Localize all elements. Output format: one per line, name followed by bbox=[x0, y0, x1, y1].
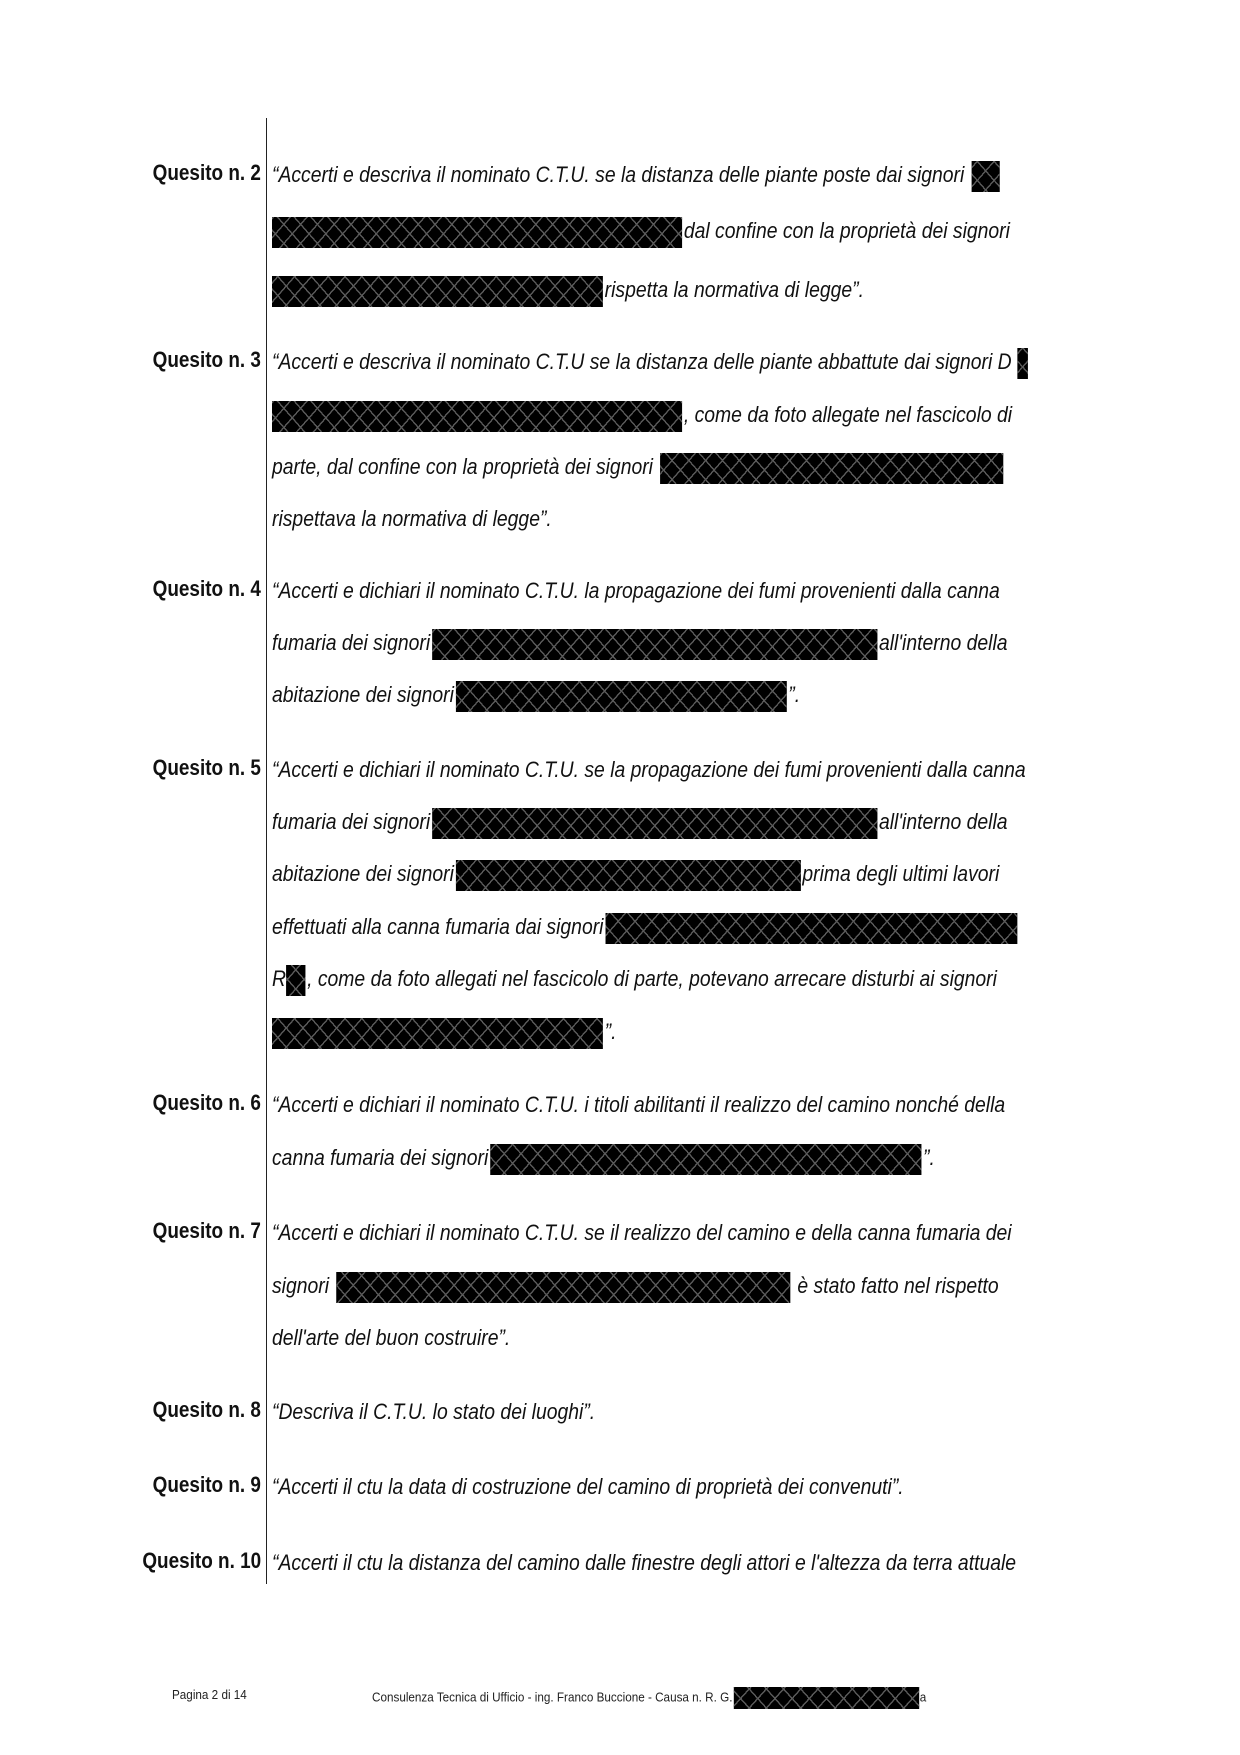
quesito-2-text: dal confine con la proprietà dei signori bbox=[683, 218, 1010, 243]
quesito-10-text: “Accerti il ctu la distanza del camino dalle finestre degli attori e l'altezza da terra attuale bbox=[272, 1550, 1017, 1575]
quesito-10-line-1 bbox=[272, 1547, 1017, 1579]
quesito-6-text: canna fumaria dei signori bbox=[272, 1145, 489, 1170]
quesito-5-line-2 bbox=[272, 806, 1008, 838]
footer-caption: Consulenza Tecnica di Ufficio - ing. Franco Buccione - Causa n. R. G. bbox=[372, 1689, 733, 1705]
redaction-block bbox=[490, 1144, 921, 1175]
footer-page-number: Pagina 2 di 14 bbox=[172, 1687, 247, 1702]
redaction-block bbox=[272, 276, 603, 307]
quesito-3-line-3 bbox=[272, 451, 999, 483]
redaction-block bbox=[432, 808, 877, 839]
quesito-7-text: signori bbox=[272, 1273, 330, 1298]
quesito-3-text: rispettava la normativa di legge”. bbox=[272, 506, 552, 531]
quesito-2-line-1 bbox=[272, 159, 999, 191]
quesito-5-text: R bbox=[272, 966, 286, 991]
quesito-7-text: dell'arte del buon costruire”. bbox=[272, 1325, 511, 1350]
quesito-7-line-2 bbox=[272, 1270, 999, 1302]
quesito-8-label: Quesito n. 8 bbox=[152, 1397, 261, 1422]
redaction-block bbox=[272, 1018, 603, 1049]
quesito-5-text: fumaria dei signori bbox=[272, 809, 431, 834]
quesito-2-text: rispetta la normativa di legge”. bbox=[604, 277, 864, 302]
quesito-5-line-3 bbox=[272, 858, 999, 890]
quesito-7-label: Quesito n. 7 bbox=[152, 1218, 261, 1243]
redaction-block bbox=[1017, 348, 1028, 379]
quesito-8-text: “Descriva il C.T.U. lo stato dei luoghi”. bbox=[272, 1399, 596, 1424]
quesito-9-text: “Accerti il ctu la data di costruzione del camino di proprietà dei convenuti”. bbox=[272, 1474, 904, 1499]
quesito-10-label: Quesito n. 10 bbox=[142, 1548, 261, 1573]
quesito-5-line-4 bbox=[272, 911, 999, 943]
quesito-3-text: parte, dal confine con la proprietà dei signori bbox=[272, 454, 653, 479]
footer-text bbox=[372, 1687, 926, 1709]
quesito-5-text: abitazione dei signori bbox=[272, 861, 454, 886]
quesito-4-line-2 bbox=[272, 627, 1008, 659]
quesito-5-line-5 bbox=[272, 963, 999, 995]
quesito-4-line-3 bbox=[272, 679, 999, 711]
quesito-3-line-4 bbox=[272, 503, 999, 535]
quesito-4-label: Quesito n. 4 bbox=[152, 576, 261, 601]
redaction-block bbox=[272, 401, 682, 432]
footer-tail: a bbox=[919, 1689, 927, 1705]
quesito-4-text: “Accerti e dichiari il nominato C.T.U. la propagazione dei fumi provenienti dalla canna bbox=[272, 578, 1000, 603]
quesito-5-text: all'interno della bbox=[878, 809, 1008, 834]
quesito-9-label: Quesito n. 9 bbox=[152, 1472, 261, 1497]
redaction-block bbox=[456, 860, 801, 891]
quesito-6-text: ”. bbox=[923, 1145, 935, 1170]
quesito-5-line-1 bbox=[272, 754, 1026, 786]
quesito-2-text: “Accerti e descriva il nominato C.T.U. se la distanza delle piante poste dai signori bbox=[272, 162, 965, 187]
redaction-block bbox=[733, 1687, 918, 1709]
quesito-5-text: “Accerti e dichiari il nominato C.T.U. se la propagazione dei fumi provenienti dalla canna bbox=[272, 757, 1026, 782]
margin-rule bbox=[266, 118, 267, 1584]
quesito-3-label: Quesito n. 3 bbox=[152, 347, 261, 372]
quesito-3-line-1 bbox=[272, 346, 1012, 378]
redaction-block bbox=[286, 965, 305, 996]
quesito-5-text: effettuati alla canna fumaria dai signori bbox=[272, 914, 604, 939]
quesito-6-text: “Accerti e dichiari il nominato C.T.U. i titoli abilitanti il realizzo del camino nonché della bbox=[272, 1092, 1006, 1117]
quesito-6-label: Quesito n. 6 bbox=[152, 1090, 261, 1115]
quesito-5-text: prima degli ultimi lavori bbox=[802, 861, 1000, 886]
redaction-block bbox=[272, 217, 682, 248]
redaction-block bbox=[336, 1272, 790, 1303]
redaction-block bbox=[971, 161, 999, 192]
quesito-2-label: Quesito n. 2 bbox=[152, 160, 261, 185]
quesito-5-text: ”. bbox=[604, 1019, 617, 1044]
quesito-9-line-1 bbox=[272, 1471, 999, 1503]
quesito-8-line-1 bbox=[272, 1396, 999, 1428]
redaction-block bbox=[605, 913, 1017, 944]
quesito-5-label: Quesito n. 5 bbox=[152, 755, 261, 780]
quesito-4-text: fumaria dei signori bbox=[272, 630, 431, 655]
redaction-block bbox=[660, 453, 1003, 484]
quesito-6-line-1 bbox=[272, 1089, 1006, 1121]
quesito-3-text: , come da foto allegate nel fascicolo di bbox=[683, 402, 1013, 427]
quesito-4-text: ”. bbox=[788, 682, 801, 707]
quesito-2-line-3 bbox=[272, 274, 999, 306]
redaction-block bbox=[432, 629, 877, 660]
quesito-3-text: “Accerti e descriva il nominato C.T.U se la distanza delle piante abbattute dai signori D bbox=[272, 349, 1012, 374]
quesito-4-text: abitazione dei signori bbox=[272, 682, 454, 707]
quesito-4-text: all'interno della bbox=[878, 630, 1008, 655]
quesito-7-text: “Accerti e dichiari il nominato C.T.U. se il realizzo del camino e della canna fumaria dei bbox=[272, 1220, 1012, 1245]
quesito-4-line-1 bbox=[272, 575, 999, 607]
redaction-block bbox=[456, 681, 787, 712]
quesito-6-line-2 bbox=[272, 1142, 999, 1174]
quesito-5-text: , come da foto allegati nel fascicolo di parte, potevano arrecare disturbi ai signori bbox=[307, 966, 997, 991]
quesito-3-line-2 bbox=[272, 399, 1013, 431]
quesito-2-line-2 bbox=[272, 215, 1010, 247]
quesito-5-line-6 bbox=[272, 1016, 999, 1048]
quesito-7-text: è stato fatto nel rispetto bbox=[797, 1273, 999, 1298]
quesito-7-line-3 bbox=[272, 1322, 999, 1354]
quesito-7-line-1 bbox=[272, 1217, 1012, 1249]
